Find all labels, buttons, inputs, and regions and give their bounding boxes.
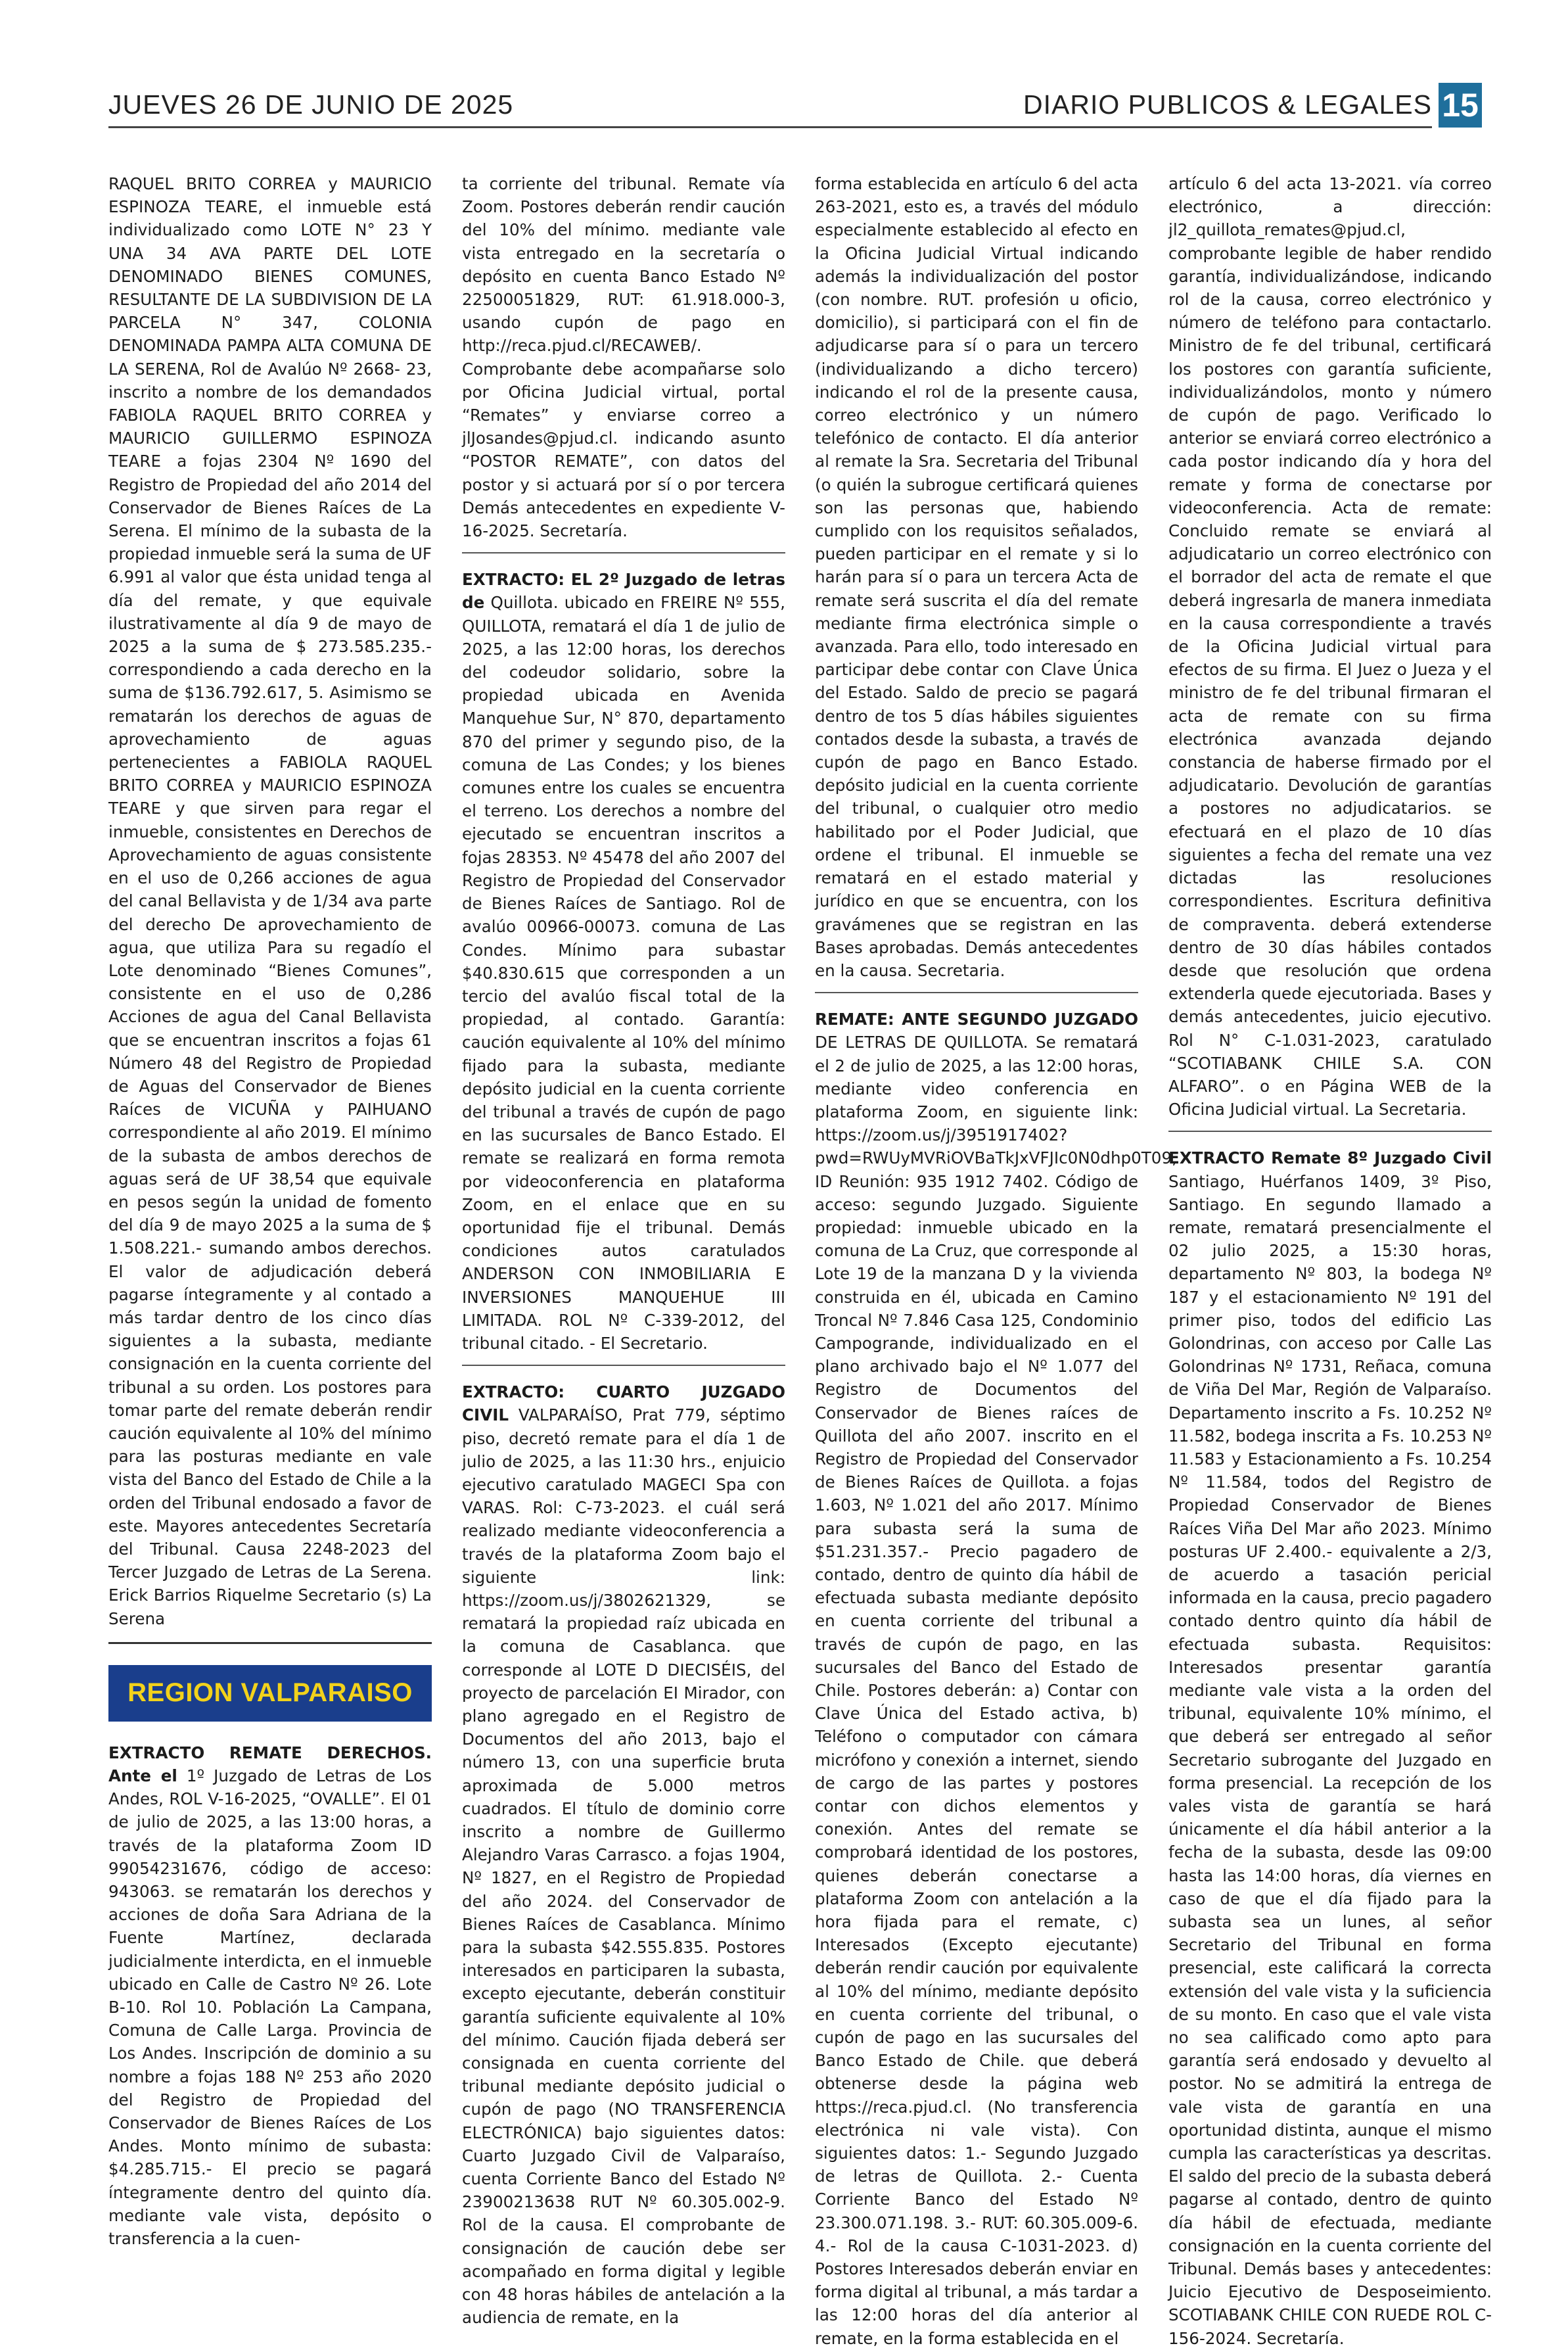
newspaper-name: DIARIO PUBLICOS & LEGALES [1023, 89, 1432, 120]
issue-date: JUEVES 26 DE JUNIO DE 2025 [108, 89, 514, 120]
notice-quillota-2-cont: artículo 6 del acta 13-2021. vía correo electrónico, a dirección: jl2_quillota_remates@pjud.cl, comprobante legible de haber rendido garantía, individualizándose, indicando rol de la causa, correo electrónico y número de teléfono para contactarlo. Ministro de fe del tribunal, certificará los postores con garantía suficiente, individualizándolos, monto y número de cupón de pago. Verificado lo anterior se enviará correo electrónico a cada postor indicando día y hora del remate y forma de conectarse por videoconferencia. Acta de remate: Concluido remate se enviará al adjudicatario un correo electrónico con el borrador del acta de remate el que deberá ingresarla de manera inmediata en la causa correspondiente a través de la Oficina Judicial virtual para efectos de su firma. El Juez o Jueza y el ministro de fe del tribunal firmaran el acta de remate con su firma electrónica avanzada dejando constancia de haberse firmado por el adjudicatario. Devolución de garantías a postores no adjudicatarios. se efectuará en el plazo de 10 días siguientes a fecha del remate una vez dictadas las resoluciones correspondientes. Escritura definitiva de compraventa. deberá extenderse dentro de 30 días hábiles contados desde que resolución que ordena extenderla quede ejecutoriada. Bases y demás antecedentes, juicio ejecutivo. Rol N° C-1.031-2023, caratulado “SCOTIABANK CHILE S.A. CON ALFARO”. o en Página WEB de la Oficina Judicial virtual. La Secretaria. [1168, 174, 1492, 1119]
notice-body: Quillota. ubicado en FREIRE Nº 555, QUILLOTA, rematará el día 1 de julio de 2025, a las 12:00 horas, los derechos del codeudor solidario, sobre la propiedad ubicada en Avenida Manquehue Sur, N° 870, departamento 870 del primer y segundo piso, de la comuna de Las Condes; y los bienes comunes entre los cuales se encuentra el terreno. Los derechos a nombre del ejecutado se encuentran inscritos a fojas 28353. Nº 45478 del año 2007 del Registro de Propiedad del Conservador de Bienes Raíces de Santiago. Rol de avalúo 00966-00073. comuna de Las Condes. Mínimo para subastar $40.830.615 que corresponden a un tercio del avalúo fiscal total de la propiedad, al contado. Garantía: caución equivalente al 10% del mínimo fijado para la subasta, mediante depósito judicial en la cuenta corriente del tribunal a través de cupón de pago en las sucursales de Banco Estado. El remate se realizará en forma remota por videoconferencia en plataforma Zoom, en el enlace que en su oportunidad fije el tribunal. Demás condiciones autos caratulados ANDERSON CON INMOBILIARIA E INVERSIONES MANQUEHUE III LIMITADA. ROL Nº C-339-2012, del tribunal citado. - El Secretario. [462, 593, 785, 1353]
notice-la-serena: RAQUEL BRITO CORREA y MAURICIO ESPINOZA TEARE, el inmueble está individualizado como LOTE N° 23 Y UNA 34 AVA PARTE DEL LOTE DENOMINADO BIENES COMUNES, RESULTANTE DE LA SUBDIVISION DE LA PARCELA N° 347, COLONIA DENOMINADA PAMPA ALTA COMUNA DE LA SERENA, Rol de Avalúo Nº 2668- 23, inscrito a nombre de los demandados FABIOLA RAQUEL BRITO CORREA y MAURICIO GUILLERMO ESPINOZA TEARE a fojas 2304 Nº 1690 del Registro de Propiedad del año 2014 del Conservador de Bienes Raíces de La Serena. El mínimo de la subasta de la propiedad inmueble será la suma de UF 6.991 al valor que ésta unidad tenga al día del remate, y que equivale ilustrativamente al día 9 de mayo de 2025 a la suma de $ 273.585.235.- correspondiendo a cada derecho en la suma de $136.792.617, 5. Asimismo se rematarán los derechos de aguas de aprovechamiento de aguas pertenecientes a FABIOLA RAQUEL BRITO CORREA y MAURICIO ESPINOZA TEARE y que sirven para regar el inmueble, consistentes en Derechos de Aprovechamiento de aguas consistente en el uso de 0,266 acciones de agua del canal Bellavista y de 1/34 ava parte del derecho De aprovechamiento de agua, que utiliza Para su regadío el Lote denominado “Bienes Comunes”, consistente en el uso de 0,286 Acciones de agua del Canal Bellavista que se encuentran inscritos a fojas 61 Número 48 del Registro de Propiedad de Aguas del Conservador de Bienes Raíces de VICUÑA y PAIHUANO correspondiente al año 2019. El mínimo de la subasta de ambos derechos de aguas será de UF 38,54 que equivale en pesos según la unidad de fomento del día 9 de mayo 2025 a la suma de $ 1.508.221.- sumando ambos derechos. El valor de adjudicación deberá pagarse íntegramente y al contado a más tardar dentro de los cinco días siguientes a la subasta, mediante consignación en la cuenta corriente del tribunal a su orden. Los postores para tomar parte del remate deberán rendir caución equivalente al 10% del mínimo para las posturas mediante en vale vista del Banco del Estado de Chile a la orden del Tribunal endosado a favor de este. Mayores antecedentes Secretaría del Tribunal. Causa 2248-2023 del Tercer Juzgado de Letras de La Serena. Erick Barrios Riquelme Secretario (s) La Serena [108, 174, 432, 1628]
column-4 [1168, 172, 1492, 2348]
column-3 [815, 172, 1177, 2348]
notice-body: DE LETRAS DE QUILLOTA. Se rematará el 2 de julio de 2025, a las 12:00 horas, mediante video conferencia en plataforma Zoom, en siguiente link: https://zoom.us/j/3951917402?pwd=RWUyMVRiOVBaTkJxVFJIc0N0dhp0T09, ID Reunión: 935 1912 7402. Código de acceso: segundo Juzgado. Siguiente propiedad: inmueble ubicado en la comuna de La Cruz, que corresponde al Lote 19 de la manzana D y la vivienda construida en él, ubicada en Camino Troncal Nº 7.846 Casa 125, Condominio Campogrande, individualizado en el plano archivado bajo el Nº 1.077 del Registro de Documentos del Conservador de Bienes raíces de Quillota del año 2007. inscrito en el Registro de Propiedad del Conservador de Bienes Raíces de Quillota. a fojas 1.603, Nº 1.021 del año 2017. Mínimo para subasta será la suma de $51.231.357.- Precio pagadero de contado, dentro de quinto día hábil de efectuada subasta mediante depósito en cuenta corriente del tribunal a través de cupón de pago, en las sucursales del Banco del Estado de Chile. Postores deberán: a) Contar con Clave Única del Estado activa, b) Teléfono o computador con cámara micrófono y conexión a internet, siendo de cargo de las partes y postores contar con dichos elementos y conexión. Antes del remate se comprobará identidad de los postores, quienes deberán conectarse a plataforma Zoom con antelación a la hora fijada para el remate, c) Interesados (Excepto ejecutante) deberán rendir caución por equivalente al 10% del mínimo, mediante depósito en cuenta corriente del tribunal, o cupón de pago en las sucursales del Banco Estado de Chile. que deberá obtenerse desde la página web https://reca.pjud.cl. (No transferencia electrónica ni vale vista). Con siguientes datos: 1.- Segundo Juzgado de letras de Quillota. 2.- Cuenta Corriente Banco del Estado Nº 23.300.071.198. 3.- RUT: 60.305.009-6. 4.- Rol de la causa C-1031-2023. d) Postores Interesados deberán enviar en forma digital al tribunal, a más tardar a las 12:00 horas del día anterior al remate, en la forma establecida en el [815, 1033, 1177, 2348]
notice-lead: REMATE: ANTE SEGUNDO JUZGADO [815, 1010, 1138, 1029]
notice-cuarto-juzgado [462, 1380, 785, 2329]
notice-body: VALPARAÍSO, Prat 779, séptimo piso, decretó remate para el día 1 de julio de 2025, a las 11:30 hrs., enjuicio ejecutivo caratulado MAGECI Spa con VARAS. Rol: C-73-2023. el cuál será realizado mediante videoconferencia a través de la plataforma Zoom bajo el siguiente link: https://zoom.us/j/3802621329, se rematará la propiedad raíz ubicada en la comuna de Casablanca. que corresponde al LOTE D DIECISÉIS, del proyecto de parcelación EI Mirador, con plano agregado en el Registro de Documentos del año 2013, bajo el número 13, con una superficie bruta aproximada de 5.000 metros cuadrados. El título de dominio corre inscrito a nombre de Guillermo Alejandro Varas Carrasco. a fojas 1904, Nº 1827, en el Registro de Propiedad del año 2024. del Conservador de Bienes Raíces de Casablanca. Mínimo para la subasta $42.555.835. Postores interesados en participaren la subasta, excepto ejecutante, deberán constituir garantía suficiente equivalente al 10% del mínimo. Caución fijada deberá ser consignada en cuenta corriente del tribunal mediante depósito judicial o cupón de pago (NO TRANSFERENCIA ELECTRÓNICA) bajo siguientes datos: Cuarto Juzgado Civil de Valparaíso, cuenta Corriente Banco del Estado Nº 23900213638 RUT Nº 60.305.002-9. Rol de la causa. El comprobante de consignación de caución debe ser acompañado en forma digital y legible con 48 horas hábiles de antelación a la audiencia de remate, en la [462, 1405, 785, 2328]
notice-quillota-1 [462, 568, 785, 1355]
notice-quillota-2 [815, 1008, 1177, 2350]
column-2 [462, 172, 785, 2328]
notice-body: 1º Juzgado de Letras de Los Andes, ROL V-16-2025, “OVALLE”. El 01 de julio de 2025, a las 13:00 horas, a través de la plataforma Zoom ID 99054231676, código de acceso: 943063. se rematarán los derechos y acciones de doña Sara Adriana de la Fuente Martínez, declarada judicialmente interdicta, en el inmueble ubicado en Calle de Castro Nº 26. Lote B-10. Rol 10. Población La Campana, Comuna de Calle Larga. Provincia de Los Andes. Inscripción de dominio a su nombre a fojas 188 Nº 253 año 2020 del Registro de Propiedad del Conservador de Bienes Raíces de Los Andes. Monto mínimo de subasta: $4.285.715.- El precio se pagará íntegramente dentro del quinto día. mediante vale vista, depósito o transferencia a la cuen- [108, 1766, 432, 2249]
region-banner [108, 1665, 432, 1722]
notice-divider [108, 1642, 432, 1644]
notice-remate-derechos [108, 1741, 432, 2250]
header-rule [108, 126, 1432, 128]
notice-remate-derechos-cont: ta corriente del tribunal. Remate vía Zoom. Postores deberán rendir caución del 10% del mínimo. mediante vale vista entregado en la secretaría o depósito en cuenta Banco Estado Nº 22500051829, RUT: 61.918.000-3, usando cupón de pago en http://reca.pjud.cl/RECAWEB/. Comprobante debe acompañarse solo por Oficina Judicial virtual, portal “Remates” y enviarse correo a jlJosandes@pjud.cl. indicando asunto “POSTOR REMATE”, con datos del postor y si actuará por sí o por tercera Demás antecedentes en expediente V-16-2025. Secretaría. [462, 174, 785, 541]
notice-cuarto-juzgado-cont: forma establecida en artículo 6 del acta 263-2021, esto es, a través del módulo especialmente establecido al efecto en la Oficina Judicial Virtual indicando además la individualización del postor (con nombre. RUT. profesión u oficio, domicilio), si participará con el fin de adjudicarse para sí o para un tercero (individualizando a dicho tercero) indicando el rol de la presente causa, correo electrónico y un número telefónico de contacto. El día anterior al remate la Sra. Secretaria del Tribunal (o quién la subrogue certificará quienes son las personas que, habiendo cumplido con los requisitos señalados, pueden participar en el remate y si lo harán para sí o para un tercera Acta de remate será suscrita el día del remate mediante firma electrónica simple o avanzada. Para ello, todo interesado en participar debe contar con Clave Única del Estado. Saldo de precio se pagará dentro de tos 5 días hábiles siguientes contados desde la subasta, a través de cupón de pago en Banco Estado. depósito judicial en la cuenta corriente del tribunal, o cualquier otro medio habilitado por el Poder Judicial, que ordene el tribunal. El inmueble se rematará en el estado material y jurídico en que se encuentra, con los gravámenes que se registran en las Bases aprobadas. Demás antecedentes en la causa. Secretaria. [815, 174, 1138, 980]
page-number-badge: 15 [1439, 83, 1482, 128]
notice-divider [462, 1365, 785, 1366]
notice-body: Santiago, Huérfanos 1409, 3º Piso, Santiago. En segundo llamado a remate, rematará presencialmente el 02 julio 2025, a 15:30 horas, departamento Nº 803, la bodega Nº 187 y el estacionamiento Nº 191 del primer piso, todos del edificio Las Golondrinas, con acceso por Calle Las Golondrinas Nº 1731, Reñaca, comuna de Viña Del Mar, Región de Valparaíso. Departamento inscrito a Fs. 10.252 Nº 11.582, bodega inscrita a Fs. 10.253 Nº 11.583 y Estacionamiento a Fs. 10.254 Nº 11.584, todos del Registro de Propiedad Conservador de Bienes Raíces Viña Del Mar año 2023. Mínimo posturas UF 2.400.- equivalente a 2/3, de acuerdo a tasación pericial informada en la causa, precio pagadero contado dentro quinto día hábil de efectuada subasta. Requisitos: Interesados presentar garantía mediante vale vista a la orden del tribunal, equivalente 10% mínimo, el que deberá ser entregado al señor Secretario subrogante del Juzgado en forma presencial. La recepción de los vales vista de garantía se hará únicamente el día hábil anterior a la fecha de la subasta, desde las 09:00 hasta las 14:00 horas, día viernes en caso de que el día fijado para la subasta sea un lunes, al señor Secretario del Tribunal en forma presencial, este calificará la correcta extensión del vale vista y la suficiencia de su monto. En caso que el vale vista no sea calificado como apto para garantía será endosado y devuelto al postor. No se admitirá la entrega de vale vista de garantía en una oportunidad distinta, aunque el mismo cumpla las características ya descritas. El saldo del precio de la subasta deberá pagarse al contado, dentro de quinto día hábil de efectuada, mediante consignación en la cuenta corriente del Tribunal. Demás bases y antecedentes: Juicio Ejecutivo de Desposeimiento. SCOTIABANK CHILE CON RUEDE ROL C-156-2024. Secretaría. [1168, 1171, 1492, 2348]
notice-octavo-juzgado [1168, 1146, 1492, 2350]
notice-lead: EXTRACTO REMATE DERECHOS. Ante el [108, 1743, 432, 1785]
column-1 [108, 172, 432, 2269]
notice-divider [815, 992, 1138, 993]
notice-lead: EXTRACTO Remate 8º Juzgado Civil [1168, 1148, 1492, 1168]
region-title: REGION VALPARAISO [127, 1678, 413, 1708]
notice-divider [462, 552, 785, 553]
notice-lead: EXTRACTO: CUARTO JUZGADO CIVIL [462, 1382, 785, 1425]
page-header [108, 84, 1482, 129]
notice-lead: EXTRACTO: EL 2º Juzgado de letras de [462, 570, 785, 613]
notice-divider [1168, 1131, 1492, 1132]
